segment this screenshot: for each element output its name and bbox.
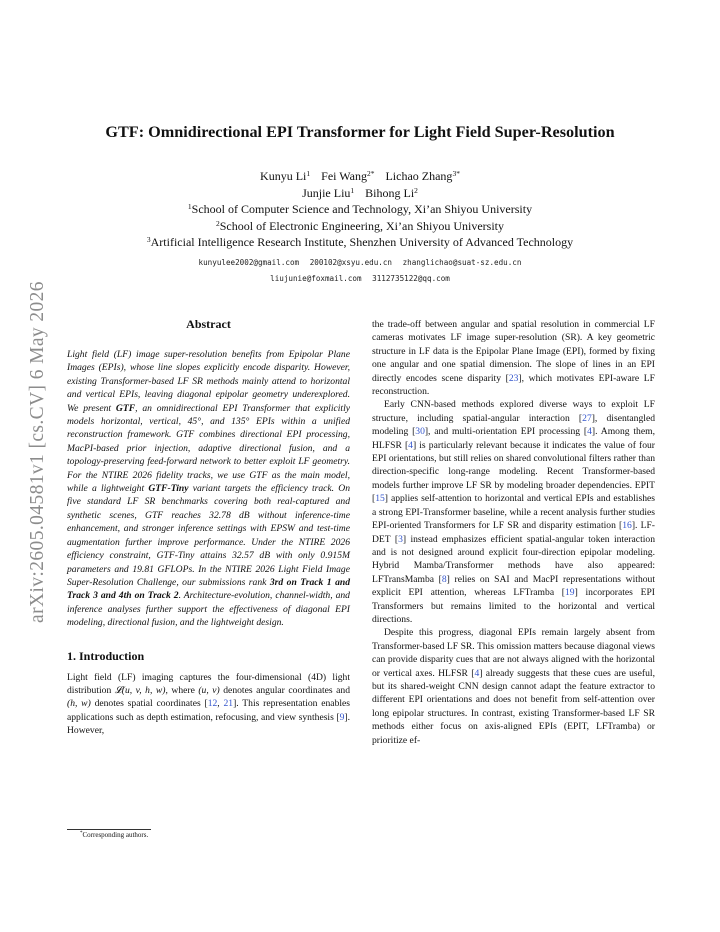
intro-paragraph-4: Despite this progress, diagonal EPIs remain largely absent from Transformer-based LF SR. This omission matters because diagonal views can provide disparity cues that are not always aligned with the horizontal or vertical axes. HLFSR [4] already suggests that these cues are useful, but its shared-weight CNN design cannot adapt the feature extractor to different EPI orientations and does not benefit from self-attention over long epipolar structures. In contrast, existing Transformer-based LF SR methods either focus on axis-aligned EPIs (EPIT, LFTramba) or prioritize ef- [372, 627, 655, 746]
affiliation-2: $^2$School of Electronic Engineering, Xi’an Shiyou University [215, 218, 505, 233]
paper-title: GTF: Omnidirectional EPI Transformer for Light Field Super-Resolution [105, 123, 615, 141]
citation-link[interactable]: 9 [339, 711, 345, 723]
author-line-2 [40, 185, 680, 202]
footnote: *Corresponding authors. [80, 831, 149, 839]
citation-link[interactable]: 21 [223, 698, 234, 710]
citation-link[interactable]: 27 [582, 412, 592, 424]
email-address[interactable]: 3112735122@qq.com [372, 274, 450, 283]
author-name: Bihong Li [365, 185, 415, 200]
email-line-1 [40, 255, 680, 271]
email-address[interactable]: 200102@xsyu.edu.cn [309, 258, 392, 267]
author-name: Fei Wang [321, 169, 367, 183]
right-column [372, 318, 655, 747]
citation-link[interactable]: 12 [207, 698, 218, 710]
author-affiliation-mark: 1 [306, 169, 311, 178]
abstract-heading: Abstract [186, 317, 231, 331]
author-affiliation-mark: 2 [414, 185, 418, 195]
citation-link[interactable]: 15 [375, 493, 385, 505]
author-name: Kunyu Li [260, 169, 307, 183]
author-affiliation-mark: 2* [366, 169, 375, 178]
email-line-2 [40, 271, 680, 287]
citation-link[interactable]: 30 [415, 426, 425, 438]
author-name: Junjie Liu [302, 185, 351, 200]
affiliation-3: $^3$Artificial Intelligence Research Institute, Shenzhen University of Advanced Technology [146, 235, 574, 250]
citation-link[interactable]: 23 [508, 372, 519, 384]
citation-link[interactable]: 8 [441, 573, 447, 585]
section-heading-introduction: 1. Introduction [67, 648, 145, 663]
math-spatial-coords: (h, w) [67, 698, 91, 710]
email-address[interactable]: kunyulee2002@gmail.com [198, 258, 300, 267]
abstract-body: Light field (LF) image super-resolution benefits from Epipolar Plane Images (EPIs), whose line slopes explicitly encode disparity. However, existing Transformer-based LF SR methods mainly attend to horizontal and vertical EPIs, leaving diagonal epipolar geometry underexplored. We present GTF, an omnidirectional EPI Transformer that explicitly models horizontal, vertical, 45°, and 135° EPIs within a unified reconstruction framework. GTF combines directional EPI processing, MacPI-based prior injection, adaptive directional fusion, and a topology-preserving feed-forward network to better exploit LF geometry. For the NTIRE 2026 fidelity tracks, we use GTF as the main model, while a lightweight GTF-Tiny variant targets the efficiency track. On five standard LF SR benchmarks covering both real-captured and synthetic scenes, GTF reaches 32.78 dB without inference-time enhancement, and stronger inference settings with EPSW and test-time augmentation further improve performance. Under the NTIRE 2026 efficiency constraint, GTF-Tiny attains 32.57 dB with only 0.915M parameters and 19.81 GFLOPs. In the NTIRE 2026 Light Field Image Super-Resolution Challenge, our submissions rank 3rd on Track 1 and Track 3 and 4th on Track 2. Architecture-evolution, channel-width, and inference analyses further support the effectiveness of diagonal EPI modeling, directional fusion, and the lightweight design. [67, 349, 351, 629]
affiliation-1: $^1$School of Computer Science and Technology, Xi’an Shiyou University [187, 202, 533, 217]
intro-paragraph-1: Light field (LF) imaging captures the four-dimensional (4D) light distribution 𝓛(u, v, h, w), where (u, v) denotes angular coordinates and (h, w) denotes spatial coordinates [12, 21]. This representation enables applications such as depth estimation, refocusing, and view synthesis [9]. However, [67, 671, 351, 737]
citation-link[interactable]: 4 [587, 426, 592, 438]
footnote-rule [67, 829, 151, 830]
intro-paragraph-2: the trade-off between angular and spatial resolution in commercial LF cameras motivates LF image super-resolution (SR). A key geometric structure in LF data is the Epipolar Plane Image (EPI), formed by fixing one angular and one spatial dimension. The slope of lines in an EPI directly encodes scene disparity [23], which motivates EPI-aware LF reconstruction. [372, 319, 655, 398]
citation-link[interactable]: 4 [474, 667, 480, 679]
citation-link[interactable]: 4 [408, 439, 413, 451]
math-lf-function: 𝓛(u, v, h, w) [114, 684, 166, 696]
citation-link[interactable]: 3 [398, 533, 403, 545]
email-address[interactable]: zhanglichao@suat-sz.edu.cn [402, 258, 522, 267]
math-angular-coords: (u, v) [198, 684, 220, 696]
email-address[interactable]: liujunie@foxmail.com [270, 274, 362, 283]
arxiv-identifier: arXiv:2605.04581v1 [cs.CV] 6 May 2026 [27, 281, 48, 623]
citation-link[interactable]: 19 [564, 587, 575, 599]
author-name: Lichao Zhang [385, 169, 453, 183]
author-line-1 [40, 168, 680, 185]
email-block [40, 255, 680, 287]
author-affiliation-mark: 1 [350, 185, 355, 195]
citation-link[interactable]: 16 [622, 520, 632, 532]
author-block [40, 168, 680, 251]
author-affiliation-mark: 3* [452, 169, 460, 178]
intro-paragraph-3: Early CNN-based methods explored diverse ways to exploit LF structure, including spatial-angular interaction [27], disentangled modeling [30], and multi-orientation EPI processing [4]. Among them, HLFSR [4] is particularly relevant because it indicates the value of four EPI orientations, but still relies on shared convolutional filters rather than direction-specific long-range modeling. Recent Transformer-based models further improve LF SR by modeling broader dependencies. EPIT [15] applies self-attention to horizontal and vertical EPIs and establishes a strong EPI-Transformer baseline, while a recent analysis further studies EPI-oriented Transformers for LF SR and disparity estimation [16]. LF-DET [3] instead emphasizes efficient spatial-angular token interaction and is not designed around explicit four-direction epipolar modeling. Hybrid Mamba/Transformer methods have also appeared: LFTransMamba [8] relies on SAI and MacPI representations without explicit EPI attention, whereas LFTramba [19] incorporates EPI Transformers but remains limited to the horizontal and vertical directions. [372, 399, 656, 625]
left-column [67, 317, 350, 738]
